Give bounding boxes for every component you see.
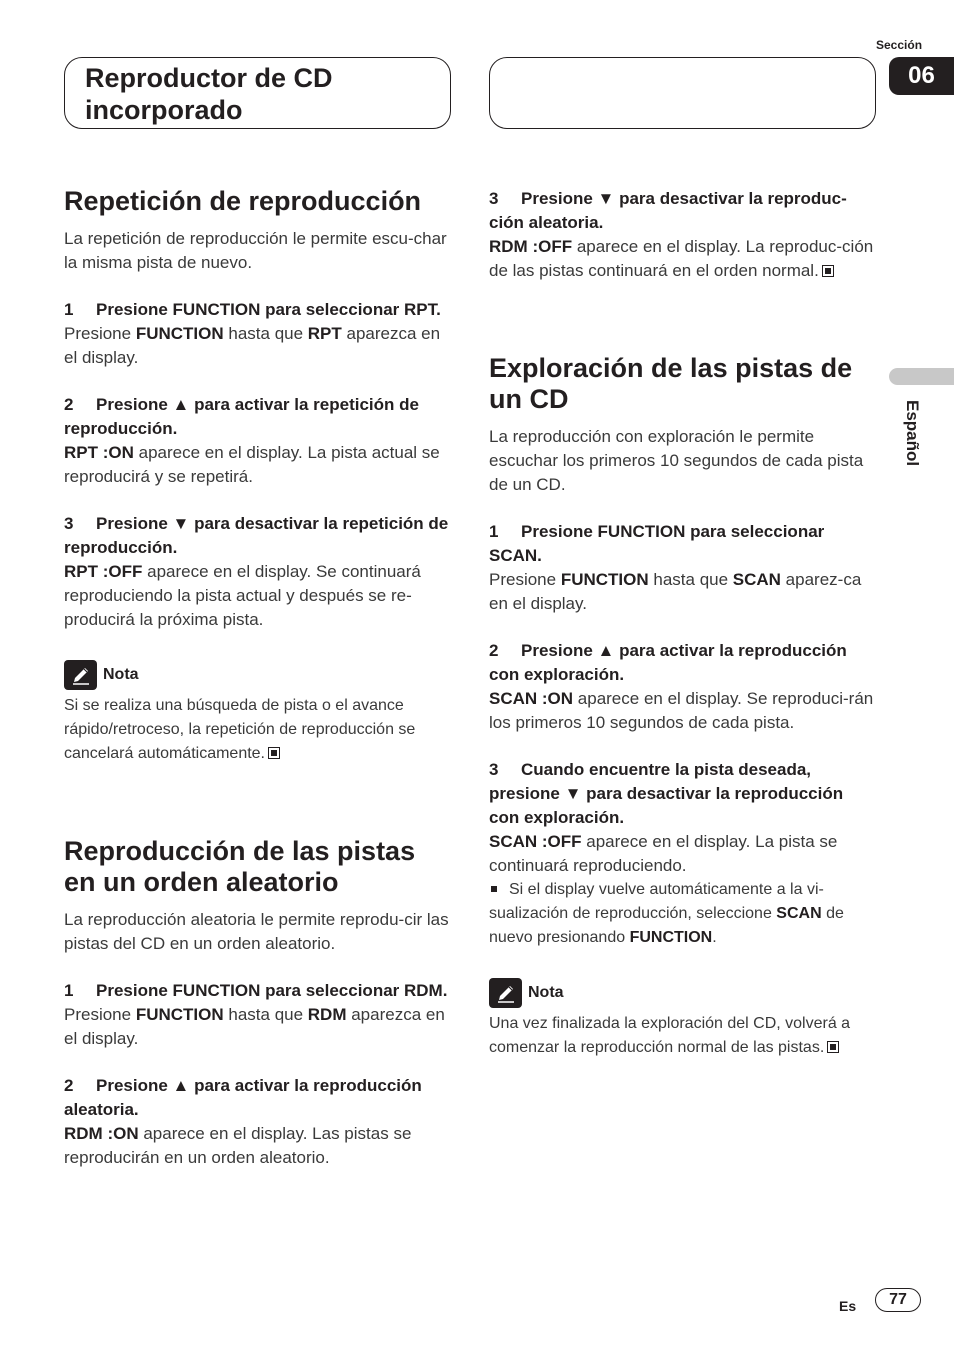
repeat-step2-text: RPT :ON aparece en el display. La pista actual se reproducirá y se repetirá. [64,443,440,486]
chapter-title-line1: Reproductor de CD [85,63,333,93]
random-step3-text: RDM :OFF aparece en el display. La reproduc-ción de las pistas continuará en el orden normal. [489,237,874,280]
bullet-square-icon [491,886,497,892]
step-title-text: Presione FUNCTION para seleccionar RPT. [96,300,441,319]
repeat-heading: Repetición de reproducción [64,186,422,216]
scan-step2-text: SCAN :ON aparece en el display. Se reproduci-rán los primeros 10 segundos de cada pista. [489,689,874,732]
random-step3-title [489,187,877,235]
step-title-text: Presione FUNCTION para seleccionar RDM. [96,981,448,1000]
repeat-step3-text: RPT :OFF aparece en el display. Se continuará reproduciendo la pista actual y después se re-producirá la próxima pista. [64,562,421,629]
step-number: 1 [64,981,74,1000]
end-mark-icon [827,1041,839,1053]
repeat-intro: La repetición de reproducción le permite escu-char la misma pista de nuevo. [64,229,447,272]
step-number: 1 [64,300,74,319]
footer-lang-code: Es [839,1298,857,1314]
step-number: 2 [489,641,499,660]
step-title-text: Presione ▼ para desactivar la repetición de reproducción. [64,514,449,557]
empty-header-box [489,57,876,129]
scan-intro: La reproducción con exploración le permite escuchar los primeros 10 segundos de cada pista de un CD. [489,427,864,494]
step-number: 3 [64,514,74,533]
random-step1-title [64,979,452,1003]
language-label: Español [903,400,922,467]
step-title-text: Cuando encuentre la pista deseada, presione ▼ para desactivar la reproducción con exploración. [489,760,844,827]
scan-step1-title [489,520,877,568]
note-title: Nota [528,984,564,1001]
pencil-note-icon [64,660,97,690]
random-heading: Reproducción de las pistas en un orden aleatorio [64,836,416,897]
step-title-text: Presione ▲ para activar la reproducción aleatoria. [64,1076,422,1119]
step-number: 2 [64,1076,74,1095]
chapter-title-box [64,57,451,129]
chapter-title [85,62,333,126]
random-step2-text: RDM :ON aparece en el display. Las pistas se reproducirán en un orden aleatorio. [64,1124,412,1167]
step-title-text: Presione ▲ para activar la reproducción con exploración. [489,641,847,684]
language-tab [889,368,954,385]
pencil-note-icon [489,978,522,1008]
scan-heading: Exploración de las pistas de un CD [489,353,853,414]
scan-step2-title [489,639,877,687]
random-intro: La reproducción aleatoria le permite reprodu-cir las pistas del CD en un orden aleatorio. [64,910,449,953]
step-title-text: Presione ▼ para desactivar la reproduc-ción aleatoria. [489,189,847,232]
chapter-title-line2: incorporado [85,95,243,125]
random-step1-text: Presione FUNCTION hasta que RDM aparezca en el display. [64,1005,445,1048]
left-column [64,186,452,1170]
section-number-badge: 06 [889,57,954,95]
right-column [489,187,877,1060]
step-number: 2 [64,395,74,414]
random-step2-title [64,1074,452,1122]
repeat-step1-title [64,298,452,322]
scan-note-text: Una vez finalizada la exploración del CD, volverá a comenzar la reproducción normal de las pistas. [489,1015,851,1056]
repeat-note-text: Si se realiza una búsqueda de pista o el avance rápido/retroceso, la repetición de reproducción se cancelará automáticamente. [64,697,416,762]
step-number: 3 [489,189,499,208]
end-mark-icon [268,747,280,759]
section-label: Sección [876,38,923,52]
scan-bullet: Si el display vuelve automáticamente a la vi-sualización de reproducción, seleccione SCAN de nuevo presionando FUNCTION. [489,881,844,946]
repeat-step3-title [64,512,452,560]
step-number: 3 [489,760,499,779]
step-title-text: Presione FUNCTION para seleccionar SCAN. [489,522,825,565]
scan-step3-text: SCAN :OFF aparece en el display. La pista se continuará reproduciendo. [489,832,838,875]
repeat-step1-text: Presione FUNCTION hasta que RPT aparezca en el display. [64,324,441,367]
scan-note-header [489,978,877,1008]
repeat-note-header [64,660,452,690]
end-mark-icon [822,265,834,277]
note-title: Nota [103,666,139,683]
page-number: 77 [875,1288,921,1312]
scan-step1-text: Presione FUNCTION hasta que SCAN aparez-ca en el display. [489,570,862,613]
scan-step3-title [489,758,877,830]
step-title-text: Presione ▲ para activar la repetición de reproducción. [64,395,419,438]
step-number: 1 [489,522,499,541]
repeat-step2-title [64,393,452,441]
